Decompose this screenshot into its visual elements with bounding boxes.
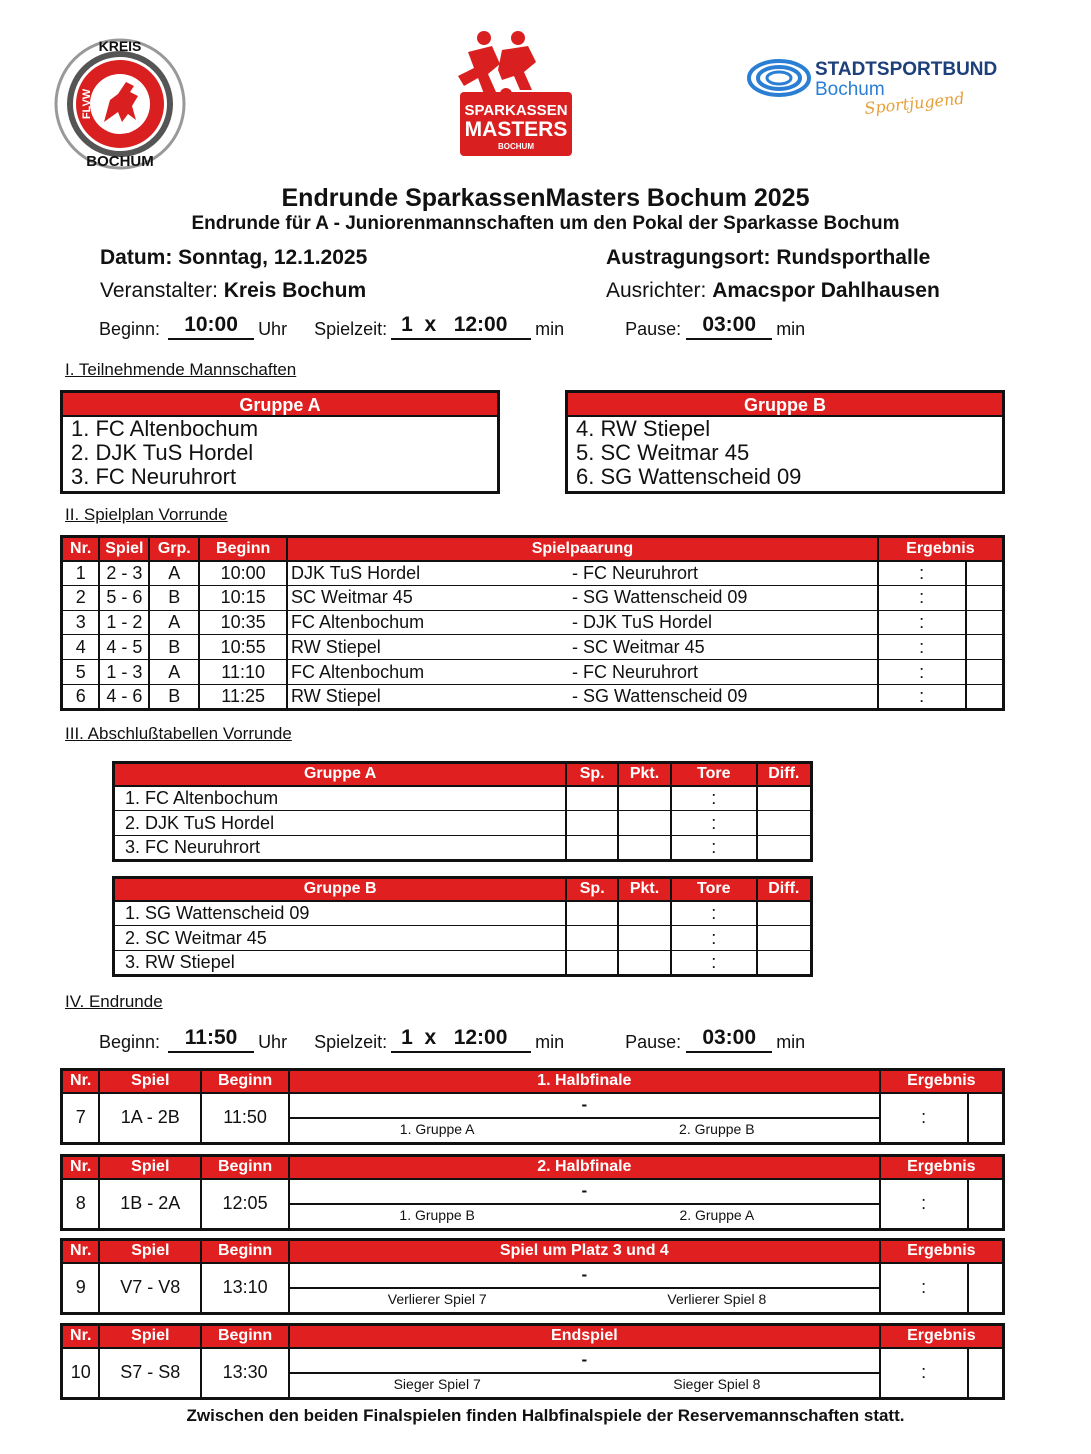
pairing-divider <box>290 1117 879 1119</box>
table-row <box>62 635 1004 660</box>
standing-team: 1. SG Wattenscheid 09 <box>114 901 567 926</box>
final-game-row <box>62 1179 1004 1230</box>
table-row <box>114 786 812 811</box>
final-score: : <box>880 1263 968 1314</box>
spielzeit-unit: min <box>535 319 565 339</box>
row-away: - FC Neuruhrort <box>569 561 878 586</box>
final-times-row <box>99 1026 805 1053</box>
row-score: : <box>878 684 966 709</box>
row-score: : <box>878 585 966 610</box>
footer-note: Zwischen den beiden Finalspielen finden Halbfinalspiele der Reservemannschaften statt. <box>186 1406 905 1425</box>
pause-value: 03:00 <box>686 1026 772 1053</box>
table-row <box>114 926 812 951</box>
final-beginn: 11:50 <box>201 1093 289 1144</box>
table-row <box>114 951 812 976</box>
final-beginn: 13:10 <box>201 1263 289 1314</box>
final-nr: 10 <box>70 1362 91 1382</box>
page-subtitle: Endrunde für A - Juniorenmannschaften um den Pokal der Sparkasse Bochum <box>191 213 900 234</box>
table-row <box>62 561 1004 586</box>
row-grp: B <box>149 684 199 709</box>
standings-a-title: Gruppe A <box>114 763 567 786</box>
standing-pkt <box>618 836 671 861</box>
standing-diff <box>757 786 812 811</box>
final-spiel: S7 - S8 <box>99 1348 201 1399</box>
beginn-value: 11:50 <box>168 1026 254 1053</box>
standing-team: 3. FC Neuruhrort <box>125 837 261 857</box>
final-spiel: 1B - 2A <box>99 1179 201 1230</box>
group-b-team: 5. SC Weitmar 45 <box>576 440 750 465</box>
table-row <box>62 610 1004 635</box>
row-beginn: 11:10 <box>199 660 287 685</box>
row-nr: 3 <box>62 610 100 635</box>
group-b-title: Gruppe B <box>568 393 1002 417</box>
row-beginn: 10:15 <box>199 585 287 610</box>
masters-line1: SPARKASSEN <box>464 102 568 119</box>
col-nr: Nr. <box>62 1325 100 1348</box>
row-beginn: 10:55 <box>199 635 287 660</box>
table-row <box>114 811 812 836</box>
final-score: : <box>880 1348 968 1399</box>
final-game-table <box>60 1238 1005 1315</box>
prelim-times-row <box>99 313 805 340</box>
standing-tore: : <box>671 901 757 926</box>
row-beginn: 11:25 <box>199 684 287 709</box>
spielzeit-x: x <box>424 313 437 336</box>
final-spiel: V7 - V8 <box>99 1263 201 1314</box>
pairing-left: 1. Gruppe A <box>399 1120 475 1137</box>
row-score: : <box>878 635 966 660</box>
row-home: SC Weitmar 45 <box>287 585 569 610</box>
row-home: RW Stiepel <box>287 635 569 660</box>
standing-tore: : <box>671 951 757 976</box>
standing-sp <box>566 811 618 836</box>
veranstalter-value: Kreis Bochum <box>223 279 367 302</box>
col-sp: Sp. <box>566 878 618 901</box>
veranstalter <box>100 279 366 303</box>
col-tore: Tore <box>671 763 757 786</box>
col-sp: Sp. <box>566 763 618 786</box>
row-spiel: 1 - 2 <box>99 610 149 635</box>
row-score: : <box>878 660 966 685</box>
col-nr: Nr. <box>62 537 100 561</box>
standing-tore: : <box>671 836 757 861</box>
final-beginn: 12:05 <box>201 1179 289 1230</box>
standing-pkt <box>618 926 671 951</box>
spielzeit-time: 12:00 <box>453 313 508 336</box>
final-game-title: Endspiel <box>289 1325 880 1348</box>
spielzeit-label: Spielzeit: <box>314 1032 388 1052</box>
standing-team: 1. FC Altenbochum <box>114 786 567 811</box>
row-grp: B <box>149 635 199 660</box>
kreis-top-text: KREIS <box>98 38 142 54</box>
section-finals: IV. Endrunde <box>65 992 163 1011</box>
final-extra <box>968 1093 1004 1144</box>
pairing-left: Verlierer Spiel 7 <box>387 1290 487 1307</box>
pairing-dash: - <box>581 1264 588 1284</box>
beginn-unit: Uhr <box>258 1032 288 1052</box>
final-header-row <box>62 1156 1004 1179</box>
pause-unit: min <box>776 319 806 339</box>
row-spiel: 4 - 6 <box>99 684 149 709</box>
standing-sp <box>566 951 618 976</box>
final-beginn: 13:30 <box>201 1348 289 1399</box>
final-score: : <box>880 1093 968 1144</box>
col-beginn: Beginn <box>201 1070 289 1093</box>
pause-value: 03:00 <box>686 313 772 340</box>
row-grp: A <box>149 610 199 635</box>
row-score: : <box>878 561 966 586</box>
col-ergebnis: Ergebnis <box>880 1156 1004 1179</box>
final-game-table <box>60 1068 1005 1145</box>
row-away: - SG Wattenscheid 09 <box>569 585 878 610</box>
row-nr: 5 <box>62 660 100 685</box>
standings-b-title: Gruppe B <box>114 878 567 901</box>
standing-diff <box>757 901 812 926</box>
final-game-title: 2. Halbfinale <box>289 1156 880 1179</box>
kreis-bochum-logo <box>52 36 188 172</box>
ausrichter-label: Ausrichter: <box>606 279 707 302</box>
kreis-side-text: FLVW <box>81 88 93 120</box>
pairing-divider <box>290 1372 879 1374</box>
standing-team: 2. DJK TuS Hordel <box>114 811 567 836</box>
pairing-dash: - <box>581 1094 588 1114</box>
col-ergebnis: Ergebnis <box>880 1240 1004 1263</box>
col-tore: Tore <box>671 878 757 901</box>
spielzeit-unit: min <box>535 1032 565 1052</box>
schedule-table <box>60 535 1005 711</box>
col-spiel: Spiel <box>99 1070 201 1093</box>
final-extra <box>968 1263 1004 1314</box>
row-spiel: 2 - 3 <box>99 561 149 586</box>
final-nr: 9 <box>75 1277 86 1297</box>
row-away: - DJK TuS Hordel <box>569 610 878 635</box>
standing-diff <box>757 926 812 951</box>
col-spiel: Spiel <box>99 1156 201 1179</box>
spielzeit-x: x <box>424 1026 437 1049</box>
ausrichter-value: Amacspor Dahlhausen <box>712 279 940 302</box>
row-extra <box>966 635 1004 660</box>
col-spiel: Spiel <box>99 537 149 561</box>
pairing-left: 1. Gruppe B <box>399 1206 475 1223</box>
row-away: - SG Wattenscheid 09 <box>571 685 748 706</box>
standing-diff <box>757 951 812 976</box>
col-nr: Nr. <box>62 1156 100 1179</box>
final-extra <box>968 1348 1004 1399</box>
group-b-box <box>565 390 1005 494</box>
row-nr: 4 <box>62 635 100 660</box>
kreis-bottom-text: BOCHUM <box>86 153 154 170</box>
group-b-team: 4. RW Stiepel <box>576 416 711 441</box>
row-grp: A <box>149 561 199 586</box>
pairing-right: Verlierer Spiel 8 <box>667 1290 767 1307</box>
final-game-row <box>62 1348 1004 1399</box>
col-spielpaarung: Spielpaarung <box>287 537 878 561</box>
group-a-team: 3. FC Neuruhrort <box>71 464 237 489</box>
standing-tore: : <box>671 926 757 951</box>
final-spiel: 1A - 2B <box>99 1093 201 1144</box>
standing-team: 2. SC Weitmar 45 <box>114 926 567 951</box>
standing-sp <box>566 836 618 861</box>
col-pkt: Pkt. <box>618 763 671 786</box>
final-score: : <box>880 1179 968 1230</box>
row-away: - FC Neuruhrort <box>569 660 878 685</box>
standing-tore: : <box>671 811 757 836</box>
schedule-header-row <box>62 537 1004 561</box>
group-a-team: 1. FC Altenbochum <box>71 416 259 441</box>
final-game-title: 1. Halbfinale <box>289 1070 880 1093</box>
final-game-table <box>60 1323 1005 1400</box>
standing-pkt <box>618 901 671 926</box>
row-nr: 1 <box>62 561 100 586</box>
final-pairing <box>289 1348 880 1399</box>
spielzeit-value <box>391 313 531 340</box>
group-b-team: 6. SG Wattenscheid 09 <box>576 464 802 489</box>
col-ergebnis: Ergebnis <box>878 537 1004 561</box>
row-extra <box>966 585 1004 610</box>
row-grp: B <box>149 585 199 610</box>
pause-unit: min <box>776 1032 806 1052</box>
pause-label: Pause: <box>625 1032 682 1052</box>
stadtsportbund-logo <box>745 56 1020 126</box>
datum: Datum: Sonntag, 12.1.2025 <box>100 246 368 269</box>
row-grp: A <box>149 660 199 685</box>
pairing-left: Sieger Spiel 7 <box>393 1375 481 1392</box>
col-ergebnis: Ergebnis <box>880 1325 1004 1348</box>
pairing-right: 2. Gruppe B <box>679 1120 755 1137</box>
ssb-line1: STADTSPORTBUND <box>815 59 998 80</box>
row-home: FC Altenbochum <box>287 660 569 685</box>
row-home: FC Altenbochum <box>287 610 569 635</box>
standings-header-row <box>114 763 812 786</box>
final-extra <box>968 1179 1004 1230</box>
final-nr: 7 <box>75 1107 86 1127</box>
pairing-divider <box>290 1203 879 1205</box>
standing-sp <box>566 926 618 951</box>
beginn-label: Beginn: <box>99 1032 161 1052</box>
col-beginn: Beginn <box>199 537 287 561</box>
standing-tore: : <box>671 786 757 811</box>
final-pairing <box>289 1093 880 1144</box>
final-header-row <box>62 1325 1004 1348</box>
final-game-row <box>62 1263 1004 1314</box>
col-pkt: Pkt. <box>618 878 671 901</box>
section-teams: I. Teilnehmende Mannschaften <box>65 360 297 379</box>
table-row <box>62 684 1004 709</box>
pairing-right: 2. Gruppe A <box>679 1206 755 1223</box>
standing-sp <box>566 901 618 926</box>
standing-diff <box>757 836 812 861</box>
group-a-title: Gruppe A <box>63 393 497 417</box>
row-beginn: 10:00 <box>199 561 287 586</box>
page-title: Endrunde SparkassenMasters Bochum 2025 <box>281 184 810 212</box>
row-home: RW Stiepel <box>287 684 569 709</box>
row-extra <box>966 561 1004 586</box>
col-nr: Nr. <box>62 1070 100 1093</box>
standing-pkt <box>618 951 671 976</box>
row-spiel: 1 - 3 <box>99 660 149 685</box>
standing-team: 3. RW Stiepel <box>125 952 235 972</box>
row-nr: 2 <box>62 585 100 610</box>
spielzeit-value <box>391 1026 531 1053</box>
col-beginn: Beginn <box>201 1156 289 1179</box>
row-extra <box>966 610 1004 635</box>
final-game-table <box>60 1154 1005 1231</box>
beginn-unit: Uhr <box>258 319 288 339</box>
col-beginn: Beginn <box>201 1325 289 1348</box>
standing-pkt <box>618 811 671 836</box>
masters-line2: MASTERS <box>464 118 568 141</box>
col-beginn: Beginn <box>201 1240 289 1263</box>
spielzeit-count: 1 <box>401 1026 413 1049</box>
sparkassen-masters-logo <box>440 28 576 160</box>
beginn-label: Beginn: <box>99 319 161 339</box>
final-game-title: Spiel um Platz 3 und 4 <box>289 1240 880 1263</box>
col-spiel: Spiel <box>99 1325 201 1348</box>
pairing-dash: - <box>581 1180 588 1200</box>
col-grp: Grp. <box>149 537 199 561</box>
table-row <box>114 901 812 926</box>
col-diff: Diff. <box>757 878 812 901</box>
section-schedule: II. Spielplan Vorrunde <box>65 505 228 524</box>
standings-a-table <box>112 761 813 862</box>
veranstalter-label: Veranstalter: <box>100 279 218 302</box>
row-away: - SC Weitmar 45 <box>569 635 878 660</box>
spielzeit-count: 1 <box>401 313 413 336</box>
final-game-row <box>62 1093 1004 1144</box>
row-home: DJK TuS Hordel <box>287 561 569 586</box>
row-spiel: 5 - 6 <box>99 585 149 610</box>
standings-header-row <box>114 878 812 901</box>
table-row <box>62 585 1004 610</box>
section-standings: III. Abschlußtabellen Vorrunde <box>65 724 292 743</box>
row-spiel: 4 - 5 <box>99 635 149 660</box>
final-pairing <box>289 1179 880 1230</box>
standing-diff <box>757 811 812 836</box>
pairing-right: Sieger Spiel 8 <box>673 1375 761 1392</box>
austragungsort: Austragungsort: Rundsporthalle <box>606 246 931 269</box>
ssb-line2: Bochum <box>815 79 885 100</box>
final-nr: 8 <box>75 1193 86 1213</box>
final-pairing <box>289 1263 880 1314</box>
col-nr: Nr. <box>62 1240 100 1263</box>
row-score: : <box>878 610 966 635</box>
row-extra <box>966 660 1004 685</box>
col-ergebnis: Ergebnis <box>880 1070 1004 1093</box>
standings-b-table <box>112 876 813 977</box>
col-spiel: Spiel <box>99 1240 201 1263</box>
col-diff: Diff. <box>757 763 812 786</box>
ausrichter <box>606 279 940 303</box>
row-extra <box>966 684 1004 709</box>
standing-pkt <box>618 786 671 811</box>
final-header-row <box>62 1070 1004 1093</box>
masters-line3: BOCHUM <box>498 142 534 151</box>
row-nr: 6 <box>75 685 86 706</box>
group-a-box <box>60 390 500 494</box>
group-a-team: 2. DJK TuS Hordel <box>71 440 254 465</box>
spielzeit-time: 12:00 <box>453 1026 508 1049</box>
table-row <box>62 660 1004 685</box>
pairing-divider <box>290 1287 879 1289</box>
standing-sp <box>566 786 618 811</box>
row-beginn: 10:35 <box>199 610 287 635</box>
pairing-dash: - <box>581 1349 588 1369</box>
beginn-value: 10:00 <box>168 313 254 340</box>
spielzeit-label: Spielzeit: <box>314 319 388 339</box>
final-header-row <box>62 1240 1004 1263</box>
pause-label: Pause: <box>625 319 682 339</box>
table-row <box>114 836 812 861</box>
ssb-line3: Sportjugend <box>863 88 966 118</box>
